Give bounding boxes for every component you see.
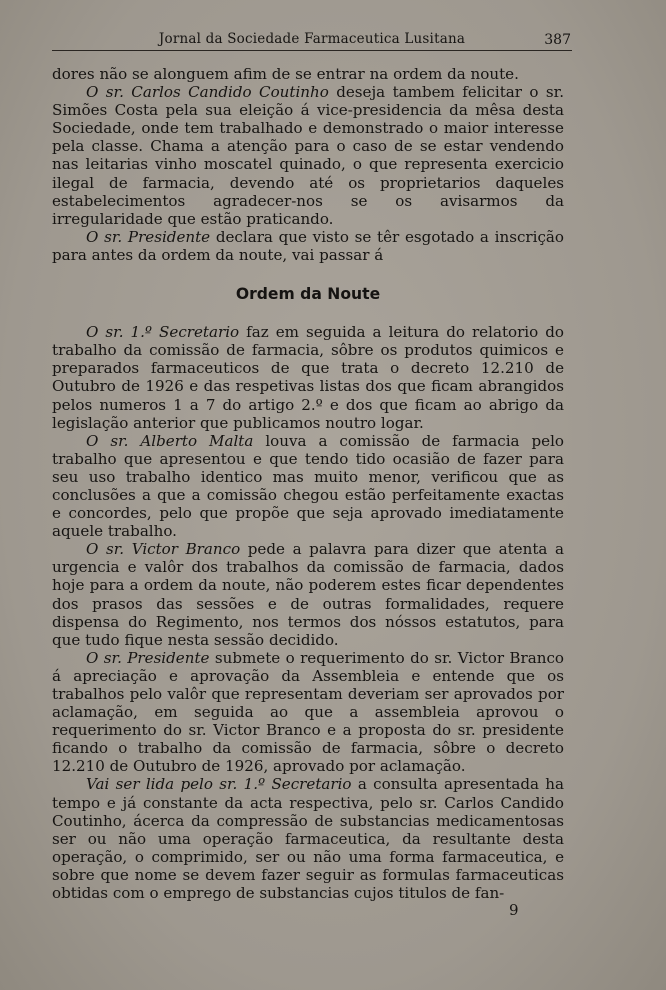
paragraph-text: dores não se alonguem afim de se entrar na ordem da noute. xyxy=(52,65,519,83)
paragraph-consulta xyxy=(52,775,564,902)
paragraph-text: declara que visto se têr esgotado a inscrição para antes da ordem da noute, vai passar á xyxy=(52,227,564,264)
paragraph-presidente-submete xyxy=(52,649,564,776)
speaker-name: O sr. Alberto Malta xyxy=(86,431,254,450)
speaker-name: O sr. 1.º Secretario xyxy=(86,323,240,342)
speaker-name: O sr. Victor Branco xyxy=(86,540,241,559)
paragraph-text: faz em seguida a leitura do relatorio do trabalho da comissão de farmacia, sôbre os produtos quimicos e preparados farmaceuticos de que trata o decreto 12.210 de Outubro de 1926 e das respetivas listas dos que ficam abrangidos pelos numeros 1 a 7 do artigo 2.º e dos que ficam ao abrigo da legislação anterior que publicamos noutro logar. xyxy=(52,323,564,432)
signature-mark: 9 xyxy=(509,901,519,919)
paragraph-carlos-candido-coutinho xyxy=(52,83,564,228)
paragraph-victor-branco xyxy=(52,540,564,649)
page-number: 387 xyxy=(544,32,571,48)
paragraph-text: pede a palavra para dizer que atenta a urgencia e valôr dos trabalhos da comissão de farmacia, dados hoje para a ordem da noute, não poderem estes ficar dependentes dos prasos das sessões e de outras formalidades, requere dispensa do Regimento, nos termos dos nóssos estatutos, para que tudo fique nesta sessão decidido. xyxy=(52,540,565,649)
paragraph-alberto-malta xyxy=(52,432,564,541)
speaker-name: O sr. Presidente xyxy=(86,227,211,246)
speaker-name: O sr. Presidente xyxy=(86,648,210,667)
journal-title: Jornal da Sociedade Farmaceutica Lusitana xyxy=(158,31,466,47)
paragraph-text: submete o requerimento do sr. Victor Branco á apreciação e aprovação da Assembleia e entende que os trabalhos pelo valôr que representam deveriam ser aprovados por aclamação, em seguida ao que a assembleia aprovou o requerimento do sr. Victor Branco e a proposta do sr. presidente ficando o trabalho da comissão de farmacia, sôbre o decreto 12.210 de Outubro de 1926, aprovado por aclamação. xyxy=(52,648,564,776)
paragraph-continuation xyxy=(52,65,564,83)
body-text xyxy=(52,65,564,902)
section-heading: Ordem da Noute xyxy=(235,285,381,304)
paragraph-primeiro-secretario xyxy=(52,323,564,432)
paragraph-presidente-declara xyxy=(52,228,564,264)
running-head xyxy=(52,30,572,51)
paragraph-text: louva a comissão de farmacia pelo trabalho que apresentou e que tendo tido ocasião de fazer para seu uso trabalho identico mas muito menor, verificou que as conclusões a que a comissão chegou estão perfeitamente exactas e concordes, pelo que propõe que seja aprovado imediatamente aquele trabalho. xyxy=(52,431,565,541)
speaker-name: Vai ser lida pelo sr. 1.º Secretario xyxy=(86,775,352,794)
paragraph-text: a consulta apresentada ha tempo e já constante da acta respectiva, pelo sr. Carlos Candido Coutinho, ácerca da compressão de substancias medicamentosas ser ou não uma operação farmaceutica, da resultante desta operação, o comprimido, ser ou não uma forma farmaceutica, e sobre que nome se devem fazer seguir as formulas farmaceuticas obtidas com o emprego de substancias cujos titulos de fan- xyxy=(52,775,565,903)
speaker-name: O sr. Carlos Candido Coutinho xyxy=(86,83,329,102)
paragraph-text: deseja tambem felicitar o sr. Simões Costa pela sua eleição á vice-presidencia da mêsa desta Sociedade, onde tem trabalhado e demonstrado o maior interesse pela classe. Chama a atenção para o caso de se estar vendendo nas leitarias vinho moscatel quinado, o que representa exercicio ilegal de farmacia, devendo até os proprietarios daqueles estabelecimentos agradecer-nos se os avisarmos da irregularidade que estão praticando. xyxy=(52,83,564,228)
